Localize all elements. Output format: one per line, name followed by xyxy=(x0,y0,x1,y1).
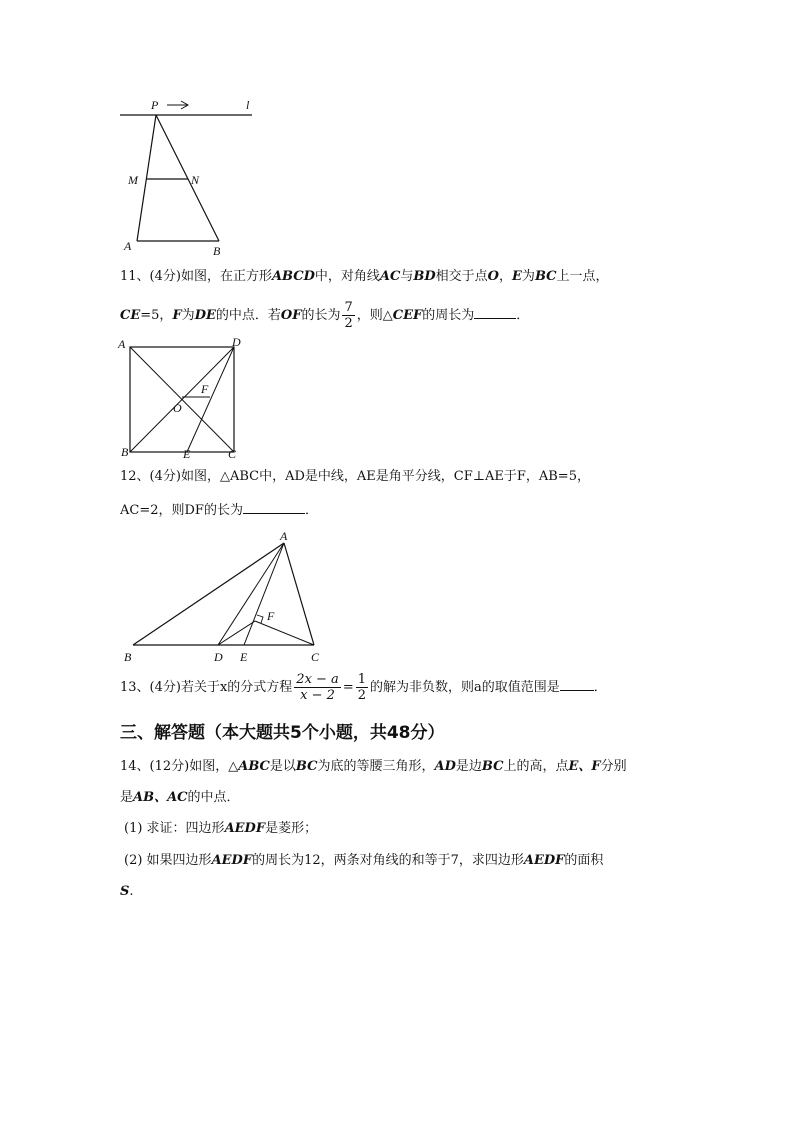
q14-line2: 是AB、AC的中点． xyxy=(120,790,240,805)
side-ab xyxy=(133,543,284,645)
answer-blank-q11[interactable] xyxy=(474,304,516,319)
fraction-7-2: $\frac{7}{2}$ xyxy=(344,300,353,331)
q14-part2: (2) 如果四边形AEDF的周长为12，两条对角线的和等于7，求四边形AEDF的面积 xyxy=(124,853,604,868)
q14-part2-end: S. xyxy=(120,884,134,899)
label-b: B xyxy=(124,650,132,664)
side-ac xyxy=(284,543,314,645)
label-d: D xyxy=(232,335,241,349)
q13-line: 13、(4分)若关于x的分式方程 $\frac{2x - a}{x - 2}$ = $\frac{1}{2}$ 的解为非负数，则a的取值范围是 ． xyxy=(120,672,607,703)
label-a: A xyxy=(124,239,132,253)
q11-line2: CE=5，F为DE的中点．若OF的长为 $\frac{7}{2}$ ，则△CEF的周长为 ． xyxy=(120,300,530,331)
label-m: M xyxy=(128,173,138,187)
fraction-one-half: $\frac{1}{2}$ xyxy=(357,672,366,703)
label-f: F xyxy=(201,382,209,396)
label-f: F xyxy=(267,609,275,623)
q14-part1: (1) 求证：四边形AEDF是菱形； xyxy=(124,821,318,836)
label-e: E xyxy=(183,447,191,461)
segment-de xyxy=(187,347,234,452)
section-heading-3: 三、解答题（本大题共5个小题，共48分） xyxy=(120,723,445,743)
label-o: O xyxy=(173,401,182,415)
label-b: B xyxy=(121,445,129,459)
answer-blank-q12[interactable] xyxy=(243,499,305,514)
label-c: C xyxy=(228,447,237,461)
segment-cf xyxy=(255,621,314,645)
label-c: C xyxy=(311,650,320,664)
figure-triangle-abc xyxy=(115,528,335,668)
figure-square-abcd xyxy=(115,335,255,465)
label-e: E xyxy=(240,650,248,664)
q11-line1: 11、(4分)如图，在正方形ABCD中，对角线AC与BD相交于点O，E为BC上一点， xyxy=(120,269,609,284)
q12-line2: AC=2，则DF的长为 ． xyxy=(120,499,318,520)
label-l: l xyxy=(246,98,250,112)
fraction-equation-left: $\frac{2x - a}{x - 2}$ xyxy=(296,672,339,703)
figure-trapezoid-pmn xyxy=(115,95,265,265)
label-n: N xyxy=(191,173,200,187)
label-p: P xyxy=(151,98,159,112)
segment-pa xyxy=(137,115,156,241)
label-d: D xyxy=(214,650,223,664)
median-ad xyxy=(218,543,284,645)
bisector-ae xyxy=(244,543,284,645)
label-a: A xyxy=(280,529,288,543)
answer-blank-q13[interactable] xyxy=(560,676,594,691)
label-a: A xyxy=(118,337,126,351)
segment-df xyxy=(218,621,255,645)
segment-pb xyxy=(156,115,219,241)
label-b: B xyxy=(213,244,221,258)
q14-line1: 14、(12分)如图，△ABC是以BC为底的等腰三角形，AD是边BC上的高，点E、F分别 xyxy=(120,759,627,774)
q12-line1: 12、(4分)如图，△ABC中，AD是中线，AE是角平分线，CF⊥AE于F，AB=5， xyxy=(120,469,590,484)
